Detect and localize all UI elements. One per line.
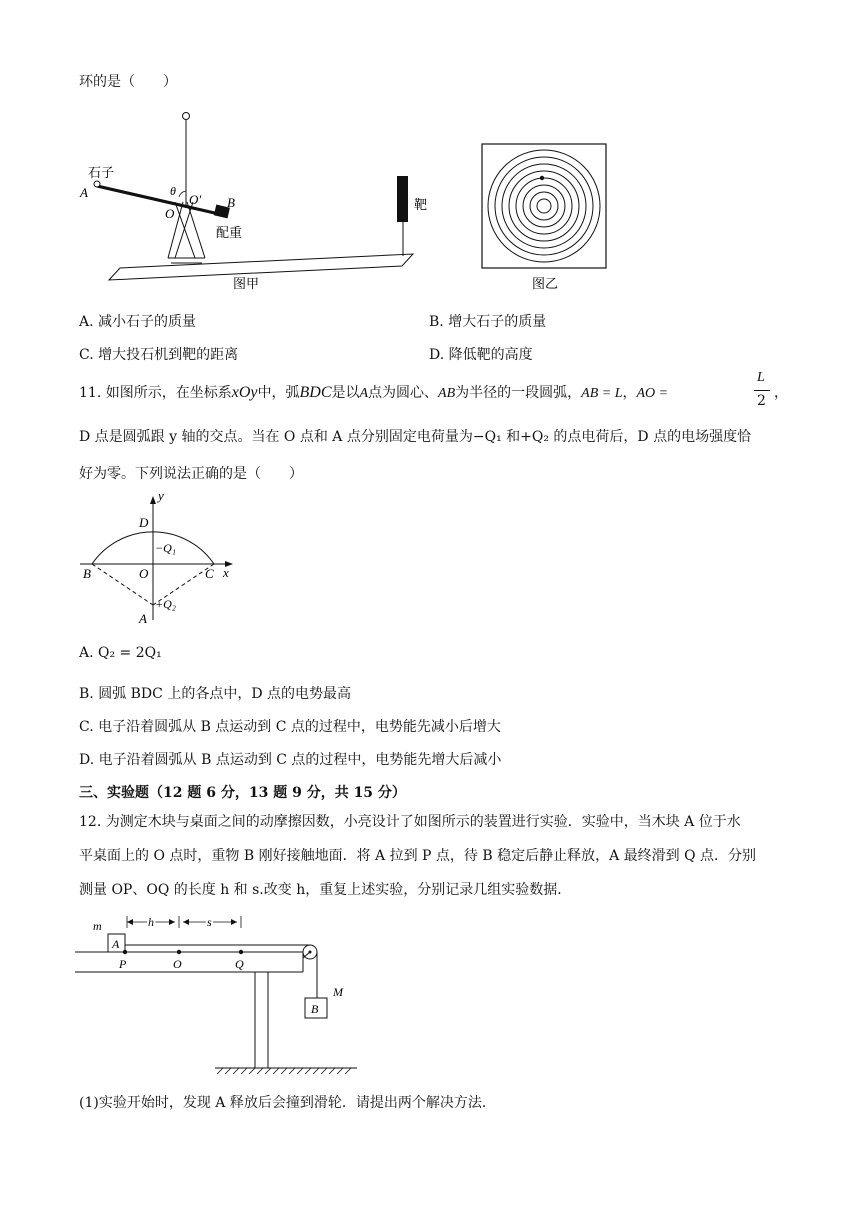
q10-label-stone: 石子 xyxy=(88,165,115,180)
q11-line1: 11. 如图所示，在坐标系xOy中，弧BDC是以A点为圆心、AB为半径的一段圆弧，AB = L，AO = xyxy=(79,384,669,401)
q12-ground-hatch xyxy=(217,1068,351,1074)
q11-label-negQ1: −Q₁ xyxy=(155,541,176,555)
q10-label-target: 靶 xyxy=(414,197,428,212)
q11-option-A: A. Q₂ = 2Q₁ xyxy=(79,645,162,661)
q11-line3: 好为零。下列说法正确的是（ ） xyxy=(79,466,303,482)
q12-label-O: O xyxy=(173,957,182,971)
q11-frac-numerator: L xyxy=(757,370,765,385)
q12-label-Q: Q xyxy=(235,957,244,971)
q10-option-A: A. 减小石子的质量 xyxy=(79,314,197,330)
q10-label-B: B xyxy=(227,195,235,210)
q10-label-theta: θ xyxy=(170,184,176,198)
q10-option-C: C. 增大投石机到靶的距离 xyxy=(79,347,239,363)
q12-label-P: P xyxy=(119,957,127,971)
q11-label-y: y xyxy=(158,488,164,503)
q10-hit-mark xyxy=(540,176,544,180)
q11-figure xyxy=(75,490,245,630)
q10-figure-yi xyxy=(480,142,610,294)
q11-option-D: D. 电子沿着圆弧从 B 点运动到 C 点的过程中，电势能先增大后减小 xyxy=(79,752,502,768)
q10-stem-tail: 环的是（ ） xyxy=(79,74,177,90)
q10-option-B: B. 增大石子的质量 xyxy=(429,314,547,330)
q11-label-O: O xyxy=(139,566,149,581)
q10-label-counterweight: 配重 xyxy=(216,225,243,240)
q12-sub1: (1)实验开始时，发现 A 释放后会撞到滑轮．请提出两个解决方法． xyxy=(79,1095,496,1111)
q12-point-Q xyxy=(239,950,243,954)
q11-label-x: x xyxy=(223,565,229,580)
q12-point-P xyxy=(123,950,127,954)
q12-label-h: h xyxy=(148,915,154,929)
q12-label-s: s xyxy=(207,915,212,929)
q10-pole-ring xyxy=(183,113,190,120)
q10-label-A: A xyxy=(80,185,88,200)
q12-line1: 12. 为测定木块与桌面之间的动摩擦因数，小亮设计了如图所示的装置进行实验．实验中，当木块 A 位于水 xyxy=(79,814,741,830)
q11-label-C: C xyxy=(205,566,214,581)
q10-target xyxy=(397,176,408,222)
q12-point-O xyxy=(177,950,181,954)
q10-stone xyxy=(94,181,100,187)
q11-label-A: A xyxy=(139,611,147,626)
q10-caption-jia: 图甲 xyxy=(233,276,260,291)
q11-label-B: B xyxy=(83,566,91,581)
q11-frac-denominator: 2 xyxy=(757,393,766,409)
q11-label-D: D xyxy=(139,515,149,530)
q10-target-frame xyxy=(482,144,606,268)
q11-number: 11. xyxy=(79,385,102,401)
q10-label-O: O xyxy=(165,206,175,221)
q10-base-platform xyxy=(109,254,413,280)
q12-label-M: M xyxy=(333,985,343,999)
q10-label-Oprime: O′ xyxy=(189,192,202,207)
q12-figure xyxy=(75,908,375,1078)
q12-label-A: A xyxy=(112,937,120,951)
q12-label-m: m xyxy=(93,919,102,933)
q11-line2: D 点是圆弧跟 y 轴的交点。当在 O 点和 A 点分别固定电荷量为−Q₁ 和+Q₂ 的点电荷后，D 点的电场强度恰 xyxy=(79,429,752,445)
section3-title: 三、实验题（12 题 6 分，13 题 9 分，共 15 分） xyxy=(79,785,406,801)
q11-frac-bar xyxy=(754,390,770,391)
q10-caption-yi: 图乙 xyxy=(532,276,559,291)
q10-option-D: D. 降低靶的高度 xyxy=(429,347,533,363)
q10-target-rings xyxy=(488,150,600,262)
q11-option-C: C. 电子沿着圆弧从 B 点运动到 C 点的过程中，电势能先减小后增大 xyxy=(79,719,501,735)
q10-figure-jia xyxy=(75,100,428,295)
q12-line2: 平桌面上的 O 点时，重物 B 刚好接触地面．将 A 拉到 P 点，待 B 稳定后静止释放，A 最终滑到 Q 点．分别 xyxy=(79,848,757,864)
q12-label-B: B xyxy=(311,1002,319,1016)
q11-option-B: B. 圆弧 BDC 上的各点中，D 点的电势最高 xyxy=(79,686,351,702)
q12-line3: 测量 OP、OQ 的长度 h 和 s.改变 h，重复上述实验，分别记录几组实验数据． xyxy=(79,882,572,898)
q11-label-posQ2: +Q₂ xyxy=(155,597,176,611)
